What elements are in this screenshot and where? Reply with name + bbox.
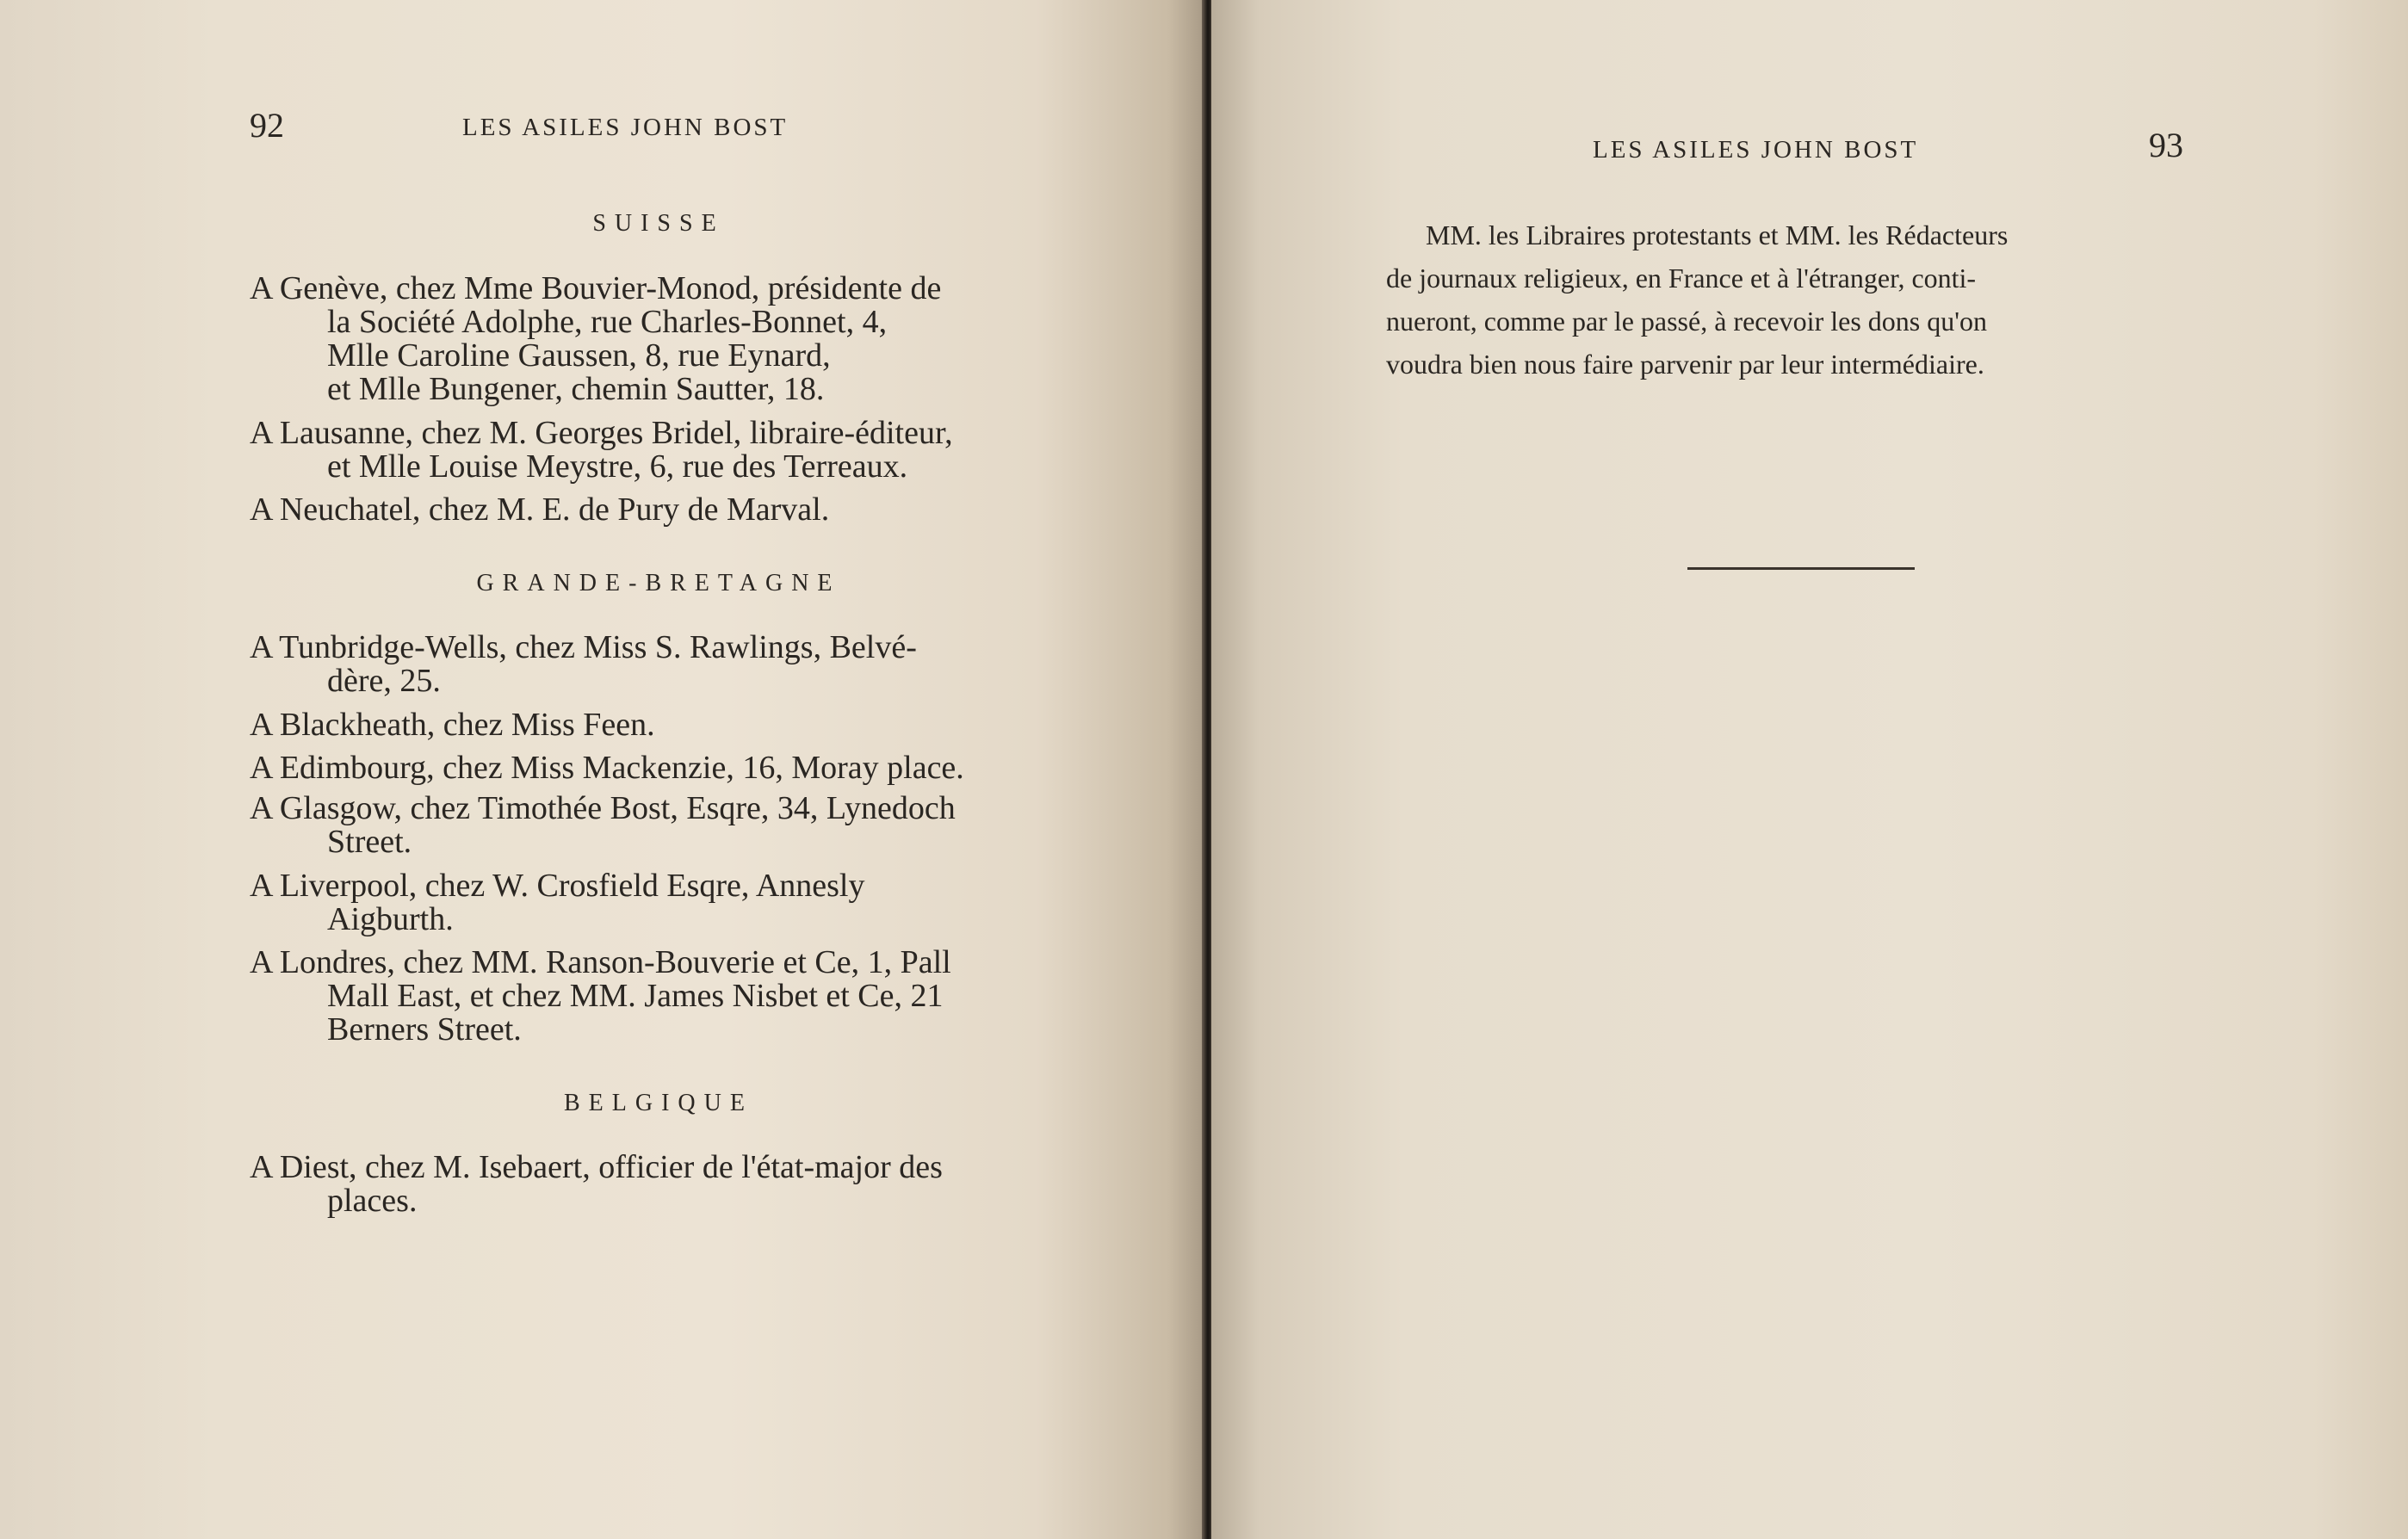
entry-geneve [250,272,1068,406]
entry-line: dère, 25. [327,663,441,699]
entry-liverpool [250,869,1068,936]
entry-neuchatel [250,493,1068,527]
entry-line: A Glasgow, chez Timothée Bost, Esqre, 34, Lynedoch [250,790,956,826]
paragraph-line: voudra bien nous faire parvenir par leur intermédiaire. [1386,349,1984,380]
paragraph-line: de journaux religieux, en France et à l'étranger, conti- [1386,263,1977,294]
entry-line: Street. [327,824,412,860]
entry-line: A Diest, chez M. Isebaert, officier de l'état-major des [250,1149,943,1185]
entry-line: Berners Street. [327,1011,522,1048]
page-number-right: 93 [2149,126,2183,164]
running-head-left: LES ASILES JOHN BOST [462,114,789,141]
entry-line: A Blackheath, chez Miss Feen. [250,707,655,743]
paragraph-line: nueront, comme par le passé, à recevoir les dons qu'on [1386,306,1987,337]
entry-londres [250,946,1068,1047]
entry-tunbridge-wells [250,631,1068,698]
entry-line: A Londres, chez MM. Ranson-Bouverie et Ce, 1, Pall [250,944,951,980]
entry-line: A Neuchatel, chez M. E. de Pury de Marval. [250,491,830,528]
booksellers-notice [1386,213,2195,386]
section-title-suisse: SUISSE [592,210,725,237]
entry-line: Mall East, et chez MM. James Nisbet et Ce, 21 [327,978,944,1014]
section-title-grande-bretagne: GRANDE-BRETAGNE [476,570,841,596]
right-page [1211,0,2408,1539]
entry-glasgow [250,792,1068,859]
entry-line: et Mlle Bungener, chemin Sautter, 18. [327,371,825,407]
entry-line: A Lausanne, chez M. Georges Bridel, libraire-éditeur, [250,415,953,451]
entry-diest [250,1151,1068,1218]
entry-blackheath [250,708,1068,742]
entry-line: places. [327,1183,418,1219]
entry-edimbourg [250,751,1068,785]
entry-line: A Liverpool, chez W. Crosfield Esqre, Annesly [250,868,865,904]
entry-line: Aigburth. [327,901,454,937]
entry-lausanne [250,417,1068,484]
paragraph-line: MM. les Libraires protestants et MM. les Rédacteurs [1426,219,2009,250]
entry-line: A Tunbridge-Wells, chez Miss S. Rawlings, Belvé- [250,629,917,665]
entry-line: A Edimbourg, chez Miss Mackenzie, 16, Moray place. [250,750,964,786]
entry-line: et Mlle Louise Meystre, 6, rue des Terreaux. [327,448,908,485]
closing-rule [1687,567,1915,570]
running-head-right: LES ASILES JOHN BOST [1593,136,1919,164]
section-title-belgique: BELGIQUE [564,1090,753,1116]
entry-line: la Société Adolphe, rue Charles-Bonnet, 4, [327,304,888,340]
entry-line: Mlle Caroline Gaussen, 8, rue Eynard, [327,337,831,374]
entry-line: A Genève, chez Mme Bouvier-Monod, présidente de [250,270,942,306]
page-number-left: 92 [250,106,284,145]
